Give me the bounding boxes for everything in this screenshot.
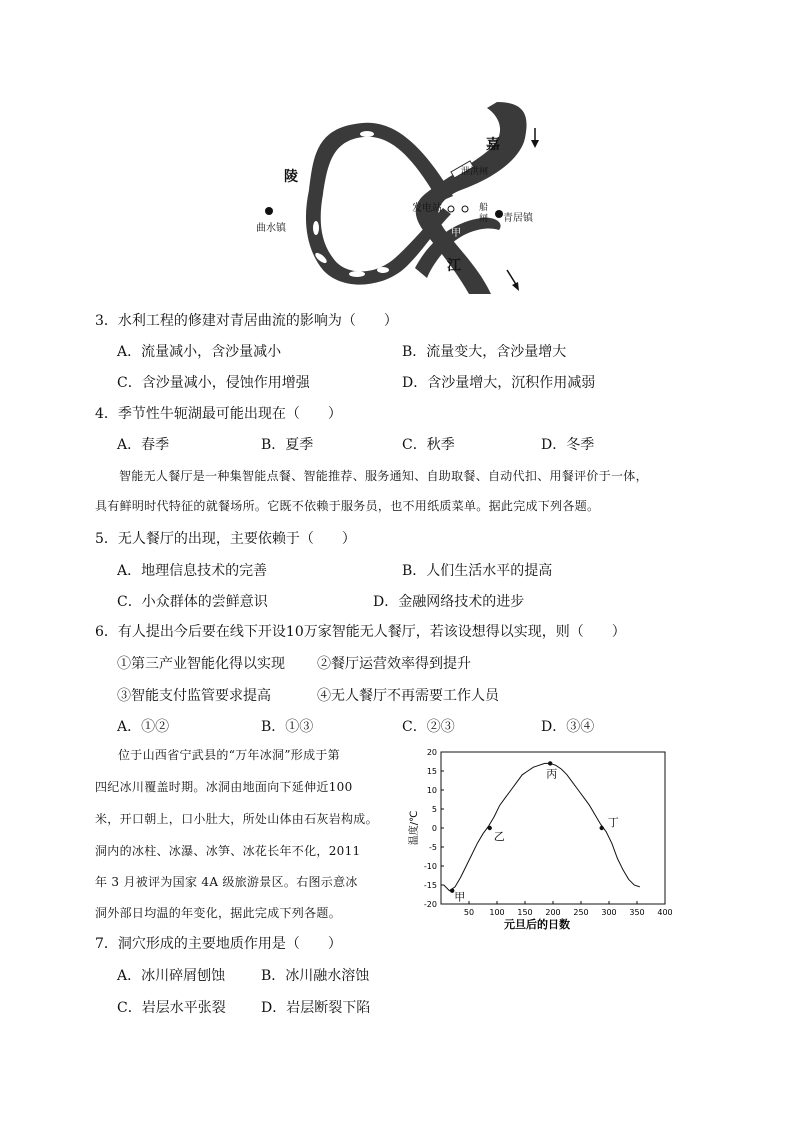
y-tick-label: 15 (426, 767, 437, 776)
map-label-qingju-town: 青居镇 (503, 213, 533, 224)
q7-option-c[interactable]: C．岩层水平张裂 (117, 1000, 226, 1016)
y-tick-label: 20 (426, 748, 437, 757)
qingju-town-marker (495, 210, 503, 218)
annotation-point (548, 761, 552, 765)
map-label-jia: 嘉 (486, 137, 500, 153)
y-tick-label: 0 (431, 824, 437, 833)
q7-option-a[interactable]: A．冰川碎屑刨蚀 (117, 968, 226, 984)
x-tick-label: 150 (517, 908, 533, 917)
question-4-stem: 4．季节性牛轭湖最可能出现在（ ） (95, 406, 342, 422)
q5-option-d[interactable]: D．金融网络技术的进步 (373, 594, 525, 610)
y-tick-label: 10 (426, 786, 437, 795)
y-tick-label: 5 (431, 805, 437, 814)
q6-option-a[interactable]: A．①② (117, 719, 170, 735)
question-6-stem: 6．有人提出今后要在线下开设10万家智能无人餐厅，若该设想得以实现，则（ ） (95, 624, 626, 640)
x-tick-label: 200 (545, 908, 561, 917)
map-label-ship-lock: 船闸 (479, 203, 489, 224)
y-tick-label: -5 (429, 843, 437, 852)
annotation-point (488, 826, 492, 830)
meander-map (255, 98, 545, 298)
q6-option-b[interactable]: B．①③ (261, 719, 314, 735)
temperature-chart (405, 744, 685, 936)
q3-option-a[interactable]: A．流量减小，含沙量减小 (117, 344, 282, 360)
map-label-qushui-town: 曲水镇 (256, 223, 286, 234)
x-tick-label: 100 (489, 908, 505, 917)
q6-statement-2: ②餐厅运营效率得到提升 (317, 656, 471, 672)
x-tick-label: 350 (629, 908, 645, 917)
q6-statement-3: ③智能支付监管要求提高 (117, 688, 271, 704)
passage-ice-cave-line-5: 年 3 月被评为国家 4A 级旅游景区。右图示意冰 (95, 875, 358, 889)
passage-ice-cave-line-4: 洞内的冰柱、冰瀑、冰笋、冰花长年不化，2011 (95, 844, 361, 858)
q6-statement-1: ①第三产业智能化得以实现 (117, 656, 285, 672)
q4-option-d[interactable]: D．冬季 (541, 437, 595, 453)
x-tick-label: 250 (573, 908, 589, 917)
q4-option-b[interactable]: B．夏季 (261, 437, 314, 453)
question-5-stem: 5．无人餐厅的出现，主要依赖于（ ） (95, 531, 356, 547)
map-label-power-station: 发电站 (412, 203, 442, 214)
q6-statement-4: ④无人餐厅不再需要工作人员 (317, 688, 499, 704)
annotation-label: 甲 (454, 890, 466, 904)
q4-option-c[interactable]: C．秋季 (402, 437, 455, 453)
annotation-point (600, 826, 604, 830)
y-tick-label: -15 (423, 881, 437, 890)
passage-ice-cave-line-1: 位于山西省宁武县的“万年冰洞”形成于第 (118, 748, 340, 762)
question-3-stem: 3．水利工程的修建对青居曲流的影响为（ ） (95, 313, 398, 329)
map-label-jia-box: 甲 (451, 228, 461, 239)
q3-option-c[interactable]: C．含沙量减小，侵蚀作用增强 (117, 375, 310, 391)
passage-ice-cave-line-6: 洞外部日均温的年变化，据此完成下列各题。 (95, 906, 342, 920)
q3-option-b[interactable]: B．流量变大，含沙量增大 (402, 344, 567, 360)
question-7-stem: 7．洞穴形成的主要地质作用是（ ） (95, 936, 342, 952)
passage-ice-cave-line-3: 米，开口朝上，口小肚大，所处山体由石灰岩构成。 (95, 812, 378, 826)
x-tick-label: 300 (601, 908, 617, 917)
map-label-jiang: 江 (447, 258, 461, 274)
q4-option-a[interactable]: A．春季 (117, 437, 170, 453)
x-tick-label: 50 (463, 908, 475, 917)
passage-restaurant-line-1: 智能无人餐厅是一种集智能点餐、智能推荐、服务通知、自助取餐、自动代扣、用餐评价于一体， (119, 469, 648, 483)
x-tick-label: 400 (657, 908, 673, 917)
annotation-label: 丙 (546, 767, 558, 781)
annotation-label: 乙 (493, 830, 505, 843)
q5-option-b[interactable]: B．人们生活水平的提高 (402, 563, 553, 579)
passage-ice-cave-line-2: 四纪冰川覆盖时期。冰洞由地面向下延伸近100 (95, 780, 353, 794)
q6-option-c[interactable]: C．②③ (402, 719, 455, 735)
q5-option-a[interactable]: A．地理信息技术的完善 (117, 563, 268, 579)
y-tick-label: -10 (423, 862, 437, 871)
passage-restaurant-line-2: 具有鲜明时代特征的就餐场所。它既不依赖于服务员，也不用纸质菜单。据此完成下列各题。 (95, 499, 600, 513)
q7-option-d[interactable]: D．岩层断裂下陷 (261, 1000, 371, 1016)
annotation-label: 丁 (607, 816, 619, 829)
y-tick-label: -20 (423, 900, 437, 909)
x-axis-label: 元旦后的日数 (504, 918, 570, 931)
qushui-town-marker (265, 207, 273, 215)
y-axis-label: 温度/℃ (409, 810, 420, 846)
map-label-ling: 陵 (284, 169, 298, 185)
map-label-flood-gate: 泄洪闸 (461, 167, 489, 177)
q5-option-c[interactable]: C．小众群体的尝鲜意识 (117, 594, 268, 610)
q6-option-d[interactable]: D．③④ (541, 719, 595, 735)
q3-option-d[interactable]: D．含沙量增大，沉积作用减弱 (402, 375, 596, 391)
q7-option-b[interactable]: B．冰川融水溶蚀 (261, 968, 370, 984)
